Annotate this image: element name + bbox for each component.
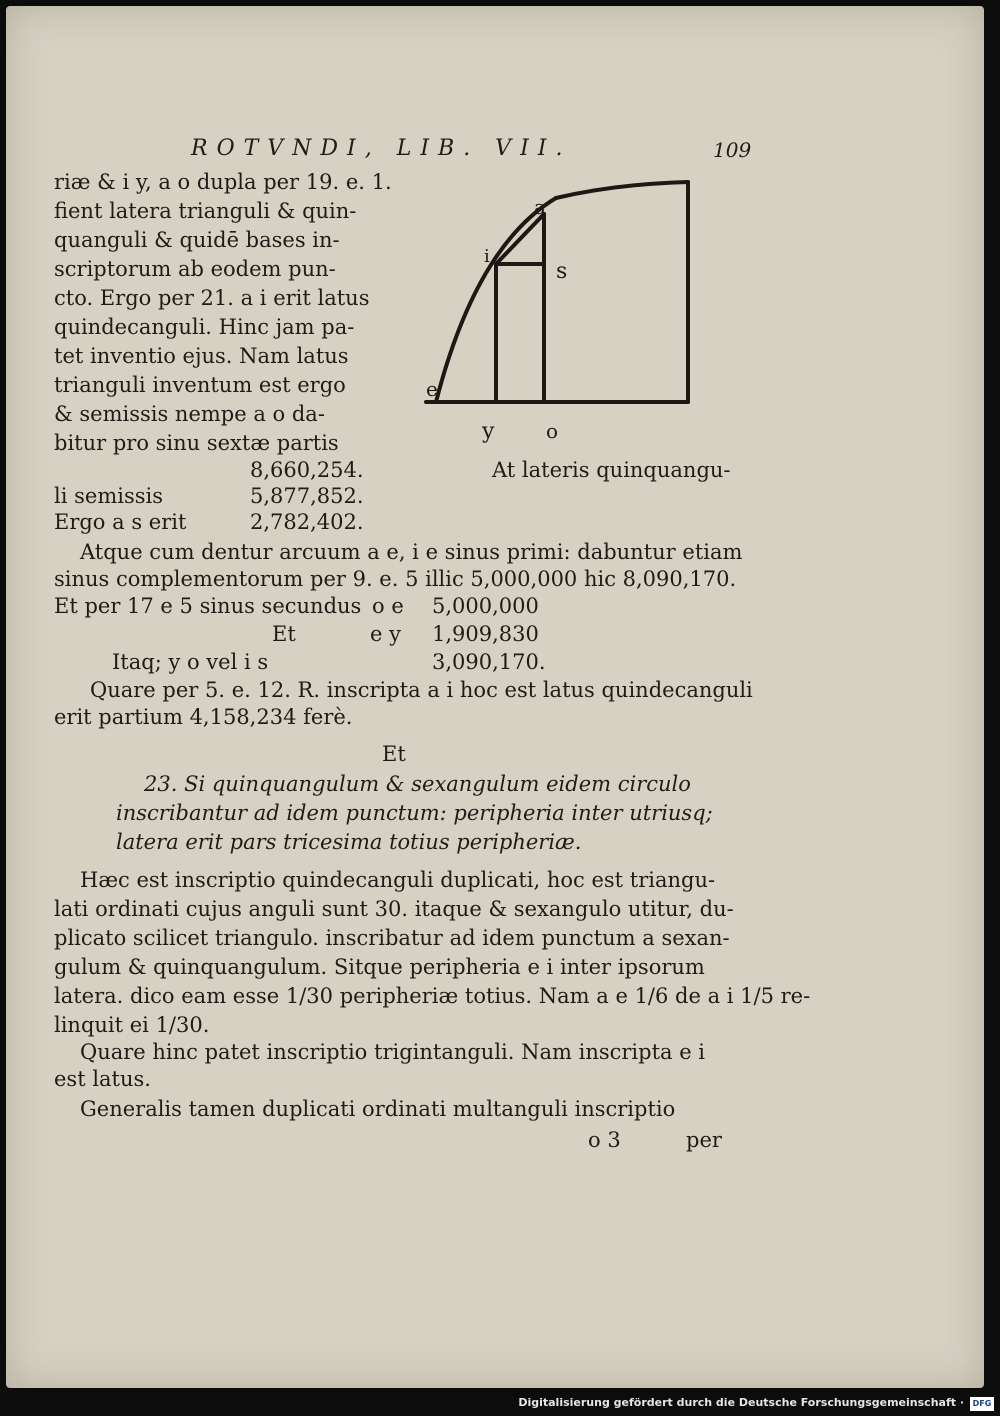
proposition-line: inscribantur ad idem punctum: peripheria inter utriusq;: [116, 801, 713, 825]
value-label: li semissis: [54, 484, 163, 508]
centered-word: Et: [382, 742, 406, 766]
geometric-figure: [416, 166, 706, 456]
sinus-value: 1,909,830: [432, 622, 539, 646]
left-line: & semissis nempe a o da-: [54, 402, 325, 426]
paragraph2-line: est latus.: [54, 1067, 151, 1091]
sinus-value: 3,090,170.: [432, 650, 546, 674]
sinus-label: Itaq; y o vel i s: [112, 650, 269, 674]
running-title: ROTVNDI, LIB. VII.: [191, 136, 572, 161]
left-line: riæ & i y, a o dupla per 19. e. 1.: [54, 170, 392, 194]
value-number: 2,782,402.: [250, 510, 364, 534]
paragraph-line: gulum & quinquangulum. Sitque peripheria e i inter ipsorum: [54, 955, 705, 979]
sinus-table: [54, 594, 734, 678]
left-line: tet inventio ejus. Nam latus: [54, 344, 349, 368]
signature-mark: o 3: [588, 1128, 621, 1152]
label-i: i: [484, 246, 490, 267]
left-line: quanguli & quidē bases in-: [54, 228, 340, 252]
left-line: quindecanguli. Hinc jam pa-: [54, 315, 355, 339]
left-line: cto. Ergo per 21. a i erit latus: [54, 286, 370, 310]
label-o: o: [546, 419, 559, 443]
book-page: [6, 6, 984, 1388]
paragraph-line: linquit ei 1/30.: [54, 1013, 210, 1037]
paragraph3-line: Generalis tamen duplicati ordinati multanguli inscriptio: [80, 1097, 676, 1121]
right-caption: At lateris quinquangu-: [492, 458, 731, 482]
left-line: fient latera trianguli & quin-: [54, 199, 357, 223]
value-number: 5,877,852.: [250, 484, 364, 508]
page-number: 109: [713, 138, 752, 162]
left-line: trianguli inventum est ergo: [54, 373, 346, 397]
chord-a-i: [496, 214, 544, 264]
sinus-var: o e: [372, 594, 404, 618]
paragraph-line: Hæc est inscriptio quindecanguli duplicati, hoc est triangu-: [80, 868, 716, 892]
label-s: s: [556, 259, 568, 284]
conclusion-line: erit partium 4,158,234 ferè.: [54, 705, 353, 729]
body-line: sinus complementorum per 9. e. 5 illic 5,000,000 hic 8,090,170.: [54, 567, 737, 591]
sinus-var: e y: [370, 622, 401, 646]
left-line: scriptorum ab eodem pun-: [54, 257, 336, 281]
body-line: Atque cum dentur arcuum a e, i e sinus primi: dabuntur etiam: [80, 540, 743, 564]
value-label: Ergo a s erit: [54, 510, 187, 534]
proposition-line: latera erit pars tricesima totius peripheriæ.: [116, 830, 582, 854]
footer-text: Digitalisierung gefördert durch die Deutsche Forschungsgemeinschaft ·: [518, 1396, 964, 1409]
sinus-label: Et per 17 e 5 sinus secundus: [54, 594, 362, 618]
footer-bar: [0, 1388, 1000, 1416]
paragraph2-line: Quare hinc patet inscriptio trigintanguli. Nam inscripta e i: [80, 1040, 706, 1064]
conclusion-line: Quare per 5. e. 12. R. inscripta a i hoc est latus quindecanguli: [90, 678, 753, 702]
label-e: e: [426, 377, 438, 401]
left-line: bitur pro sinu sextæ partis: [54, 431, 339, 455]
catchword: per: [686, 1128, 722, 1152]
dfg-logo: DFG: [970, 1397, 994, 1411]
arc-top: [556, 182, 688, 198]
paragraph-line: latera. dico eam esse 1/30 peripheriæ totius. Nam a e 1/6 de a i 1/5 re-: [54, 984, 811, 1008]
label-y: y: [482, 419, 495, 444]
paragraph-line: lati ordinati cujus anguli sunt 30. itaque & sexangulo utitur, du-: [54, 897, 734, 921]
sinus-value: 5,000,000: [432, 594, 539, 618]
proposition-line: 23. Si quinquangulum & sexangulum eidem circulo: [144, 772, 691, 796]
label-a: a: [534, 195, 546, 219]
value-table: [54, 458, 434, 538]
paragraph-line: plicato scilicet triangulo. inscribatur ad idem punctum a sexan-: [54, 926, 730, 950]
value-number: 8,660,254.: [250, 458, 364, 482]
sinus-label: Et: [272, 622, 296, 646]
